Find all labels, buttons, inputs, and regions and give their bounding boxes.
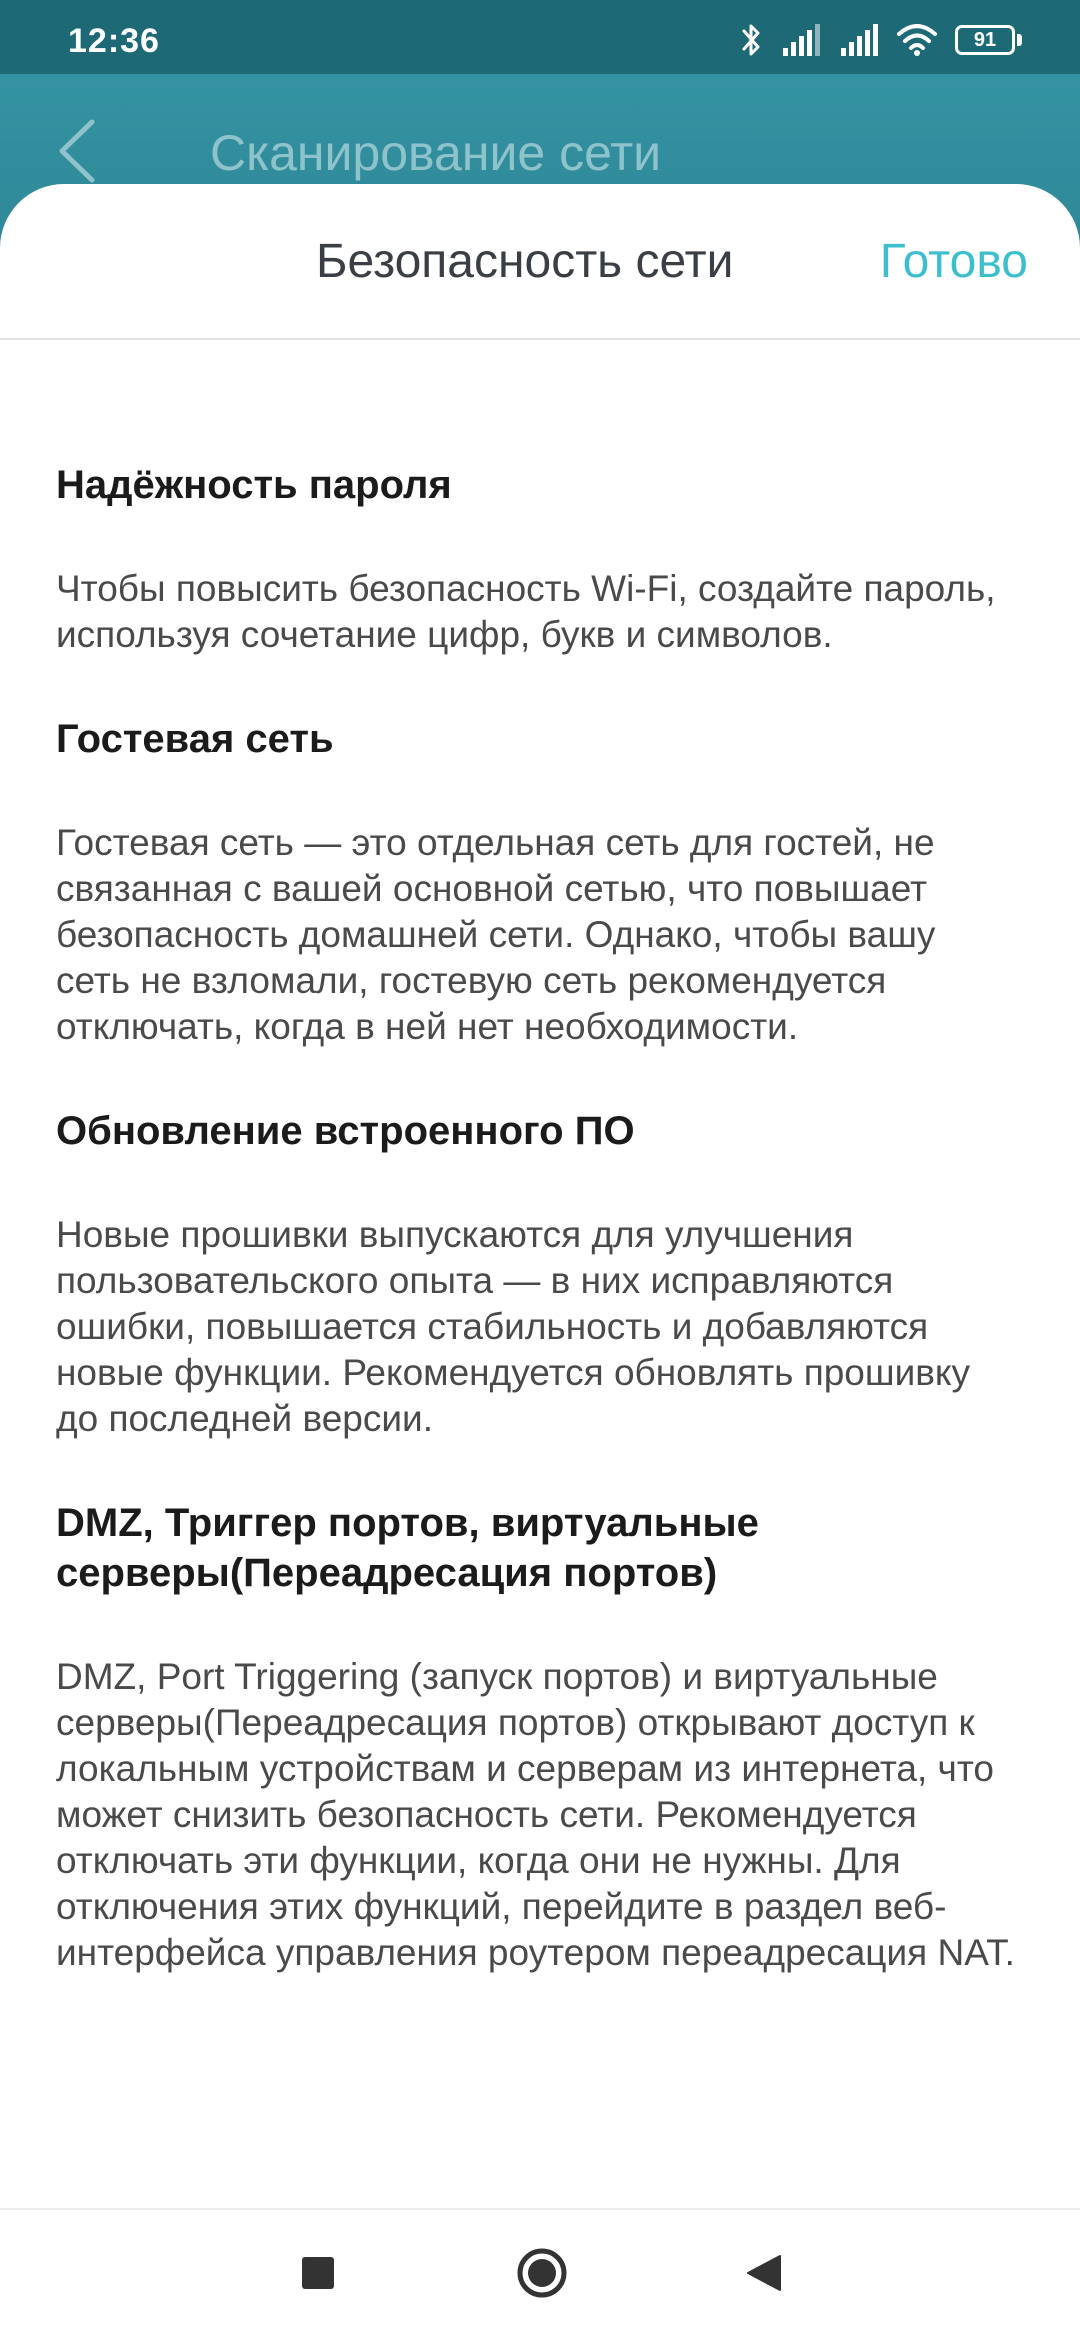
status-icons bbox=[741, 20, 1022, 60]
sheet-title: Безопасность сети bbox=[316, 235, 734, 288]
section-text-firmware: Новые прошивки выпускаются для улучшения пользовательского опыта — в них исправляются ошибки, повышается стабильность и добавляются новые функции. Рекомендуется обновлять прошивку до последней версии. bbox=[56, 1214, 970, 1439]
navigation-bar bbox=[0, 2208, 1080, 2340]
signal-icon bbox=[839, 24, 879, 56]
status-time: 12:36 bbox=[68, 22, 160, 60]
home-icon bbox=[516, 2247, 568, 2304]
security-tips-list bbox=[56, 270, 1016, 1976]
bluetooth-icon bbox=[741, 22, 763, 58]
app-title: Сканирование сети bbox=[210, 125, 662, 181]
done-button[interactable]: Готово bbox=[879, 235, 1028, 288]
status-bar bbox=[0, 0, 1080, 74]
back-button[interactable] bbox=[734, 2245, 794, 2305]
wifi-icon bbox=[897, 24, 937, 56]
section-text-password: Чтобы повысить безопасность Wi-Fi, создайте пароль, используя сочетание цифр, букв и символов. bbox=[56, 568, 996, 655]
back-icon bbox=[744, 2253, 784, 2298]
battery-icon bbox=[955, 25, 1022, 55]
section-heading-port-forwarding: DMZ, Триггер портов, виртуальные серверы(Переадресация портов) bbox=[56, 1501, 759, 1595]
battery-level: 91 bbox=[955, 25, 1015, 55]
home-button[interactable] bbox=[512, 2245, 572, 2305]
recent-apps-icon bbox=[301, 2256, 335, 2295]
section-heading-firmware: Обновление встроенного ПО bbox=[56, 1109, 635, 1153]
section-heading-password: Надёжность пароля bbox=[56, 463, 452, 507]
section-text-guest-network: Гостевая сеть — это отдельная сеть для гостей, не связанная с вашей основной сетью, что повышает безопасность домашней сети. Однако, чтобы вашу сеть не взломали, гостевую сеть рекомендуется отключать, когда в ней нет необходимости. bbox=[56, 822, 936, 1047]
chevron-left-icon[interactable] bbox=[54, 116, 98, 191]
section-text-port-forwarding: DMZ, Port Triggering (запуск портов) и виртуальные серверы(Переадресация портов) открывают доступ к локальным устройствам и серверам из интернета, что может снизить безопасность сети. Рекомендуется отключать эти функции, когда они не нужны. Для отключения этих функций, перейдите в раздел веб-интерфейса управления роутером переадресация NAT. bbox=[56, 1656, 1015, 1973]
section-heading-guest-network: Гостевая сеть bbox=[56, 717, 334, 761]
signal-icon bbox=[781, 24, 821, 56]
recent-apps-button[interactable] bbox=[288, 2245, 348, 2305]
